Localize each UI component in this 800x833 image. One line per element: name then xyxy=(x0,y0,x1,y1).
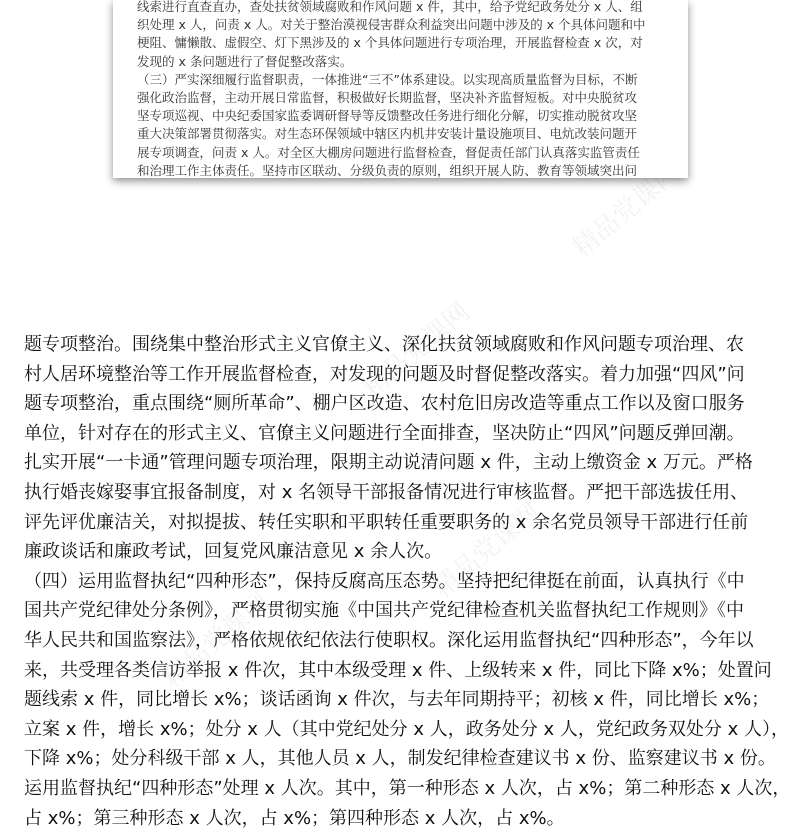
watermark: 精品党课网 xyxy=(567,157,687,264)
body-text-line: 占 x%；第三种形态 x 人次，占 x%；第四种形态 x 人次，占 x%。 xyxy=(24,807,565,829)
document-preview-card xyxy=(113,0,688,178)
body-text-line: 题专项整治，重点围绕“厕所革命”、棚户区改造、农村危旧房改造等重点工作以及窗口服务 xyxy=(24,393,745,415)
body-text-line: 立案 x 件，增长 x%；处分 x 人（其中党纪处分 x 人，政务处分 x 人，党纪政务双处分 x 人）， xyxy=(24,718,789,740)
body-text-line: 执行婚丧嫁娶事宜报备制度，对 x 名领导干部报备情况进行审核监督。严把干部选拔任用、 xyxy=(24,482,749,503)
body-text-line: 题专项整治。围绕集中整治形式主义官僚主义、深化扶贫领域腐败和作风问题专项治理、农 xyxy=(24,334,744,355)
preview-text-line: 梗阻、慵懒散、虚假空、灯下黑涉及的 x 个具体问题进行专项治理，开展监督检查 x 次，对 xyxy=(137,35,643,51)
body-text-line: （四）运用监督执纪“四种形态”，保持反腐高压态势。坚持把纪律挺在前面，认真执行《中 xyxy=(24,570,745,592)
watermark: 精品党课网 xyxy=(427,497,547,604)
preview-text-line: 织处理 x 人，问责 x 人。对关于整治漠视侵害群众利益突出问题中涉及的 x 个具体问题和中 xyxy=(137,17,646,33)
preview-text-line: 和治理工作主体责任。坚持市区联动、分级负责的原则，组织开展人防、教育等领域突出问 xyxy=(137,162,638,178)
preview-text-line: 线索进行直查直办，查处扶贫领域腐败和作风问题 x 件，其中，给予党纪政务处分 x 人、组 xyxy=(137,0,643,14)
watermark: 精品党课网 xyxy=(157,587,277,694)
body-text-line: 题线索 x 件，同比增长 x%；谈话函询 x 件次，与去年同期持平；初核 x 件，同比增长 x%； xyxy=(24,689,770,711)
body-text-line: 下降 x%；处分科级干部 x 人，其他人员 x 人，制发纪律检查建议书 x 份、监察建议书 x 份。 xyxy=(24,748,776,770)
body-text-line: 华人民共和国监察法》，严格依规依纪依法行使职权。深化运用监督执纪“四种形态”，今年以 xyxy=(24,630,754,651)
body-text-line: 国共产党纪律处分条例》，严格贯彻实施《中国共产党纪律检查机关监督执纪工作规则》《中 xyxy=(24,600,744,622)
body-text-line: 单位，针对存在的形式主义、官僚主义问题进行全面排查，坚决防止“四风”问题反弹回潮。 xyxy=(24,422,745,444)
body-text-line: 运用监督执纪“四种形态”处理 x 人次。其中，第一种形态 x 人次，占 x%；第二种形态 x 人次， xyxy=(24,778,791,799)
preview-text-line: 强化政治监督，主动开展日常监督，积极做好长期监督，坚决补齐监督短板。对中央脱贫攻 xyxy=(137,90,638,105)
body-text-line: 评先评优廉洁关，对拟提拔、转任实职和平职转任重要职务的 x 余名党员领导干部进行任前 xyxy=(24,511,749,533)
watermark: 精品党课网 xyxy=(357,297,477,404)
body-text-line: 扎实开展“一卡通”管理问题专项治理，限期主动说清问题 x 件，主动上缴资金 x 万元。严格 xyxy=(24,452,753,474)
preview-text-line: 展专项调查，问责 x 人。对全区大棚房问题进行监督检查，督促责任部门认真落实监管责任 xyxy=(137,144,640,160)
preview-text-line: （三）严实深细履行监督职责，一体推进“三不”体系建设。以实现高质量监督为目标，不断 xyxy=(137,71,638,87)
body-text-line: 村人居环境整治等工作开展监督检查，对发现的问题及时督促整改落实。着力加强“四风”问 xyxy=(24,363,745,385)
body-text-line: 廉政谈话和廉政考试，回复党风廉洁意见 x 余人次。 xyxy=(24,541,443,563)
preview-text-line: 发现的 x 条问题进行了督促整改落实。 xyxy=(137,53,353,69)
preview-text-line: 坚专项巡视、中央纪委国家监委调研督导等反馈整改任务进行细化分解，切实推动脱贫攻坚 xyxy=(137,108,638,124)
body-text-line: 来，共受理各类信访举报 x 件次，其中本级受理 x 件、上级转来 x 件，同比下降 x%；处置问 xyxy=(24,659,772,681)
preview-text-line: 重大决策部署贯彻落实。对生态环保领域中辖区内机井安装计量设施项目、电炕改装问题开 xyxy=(137,126,638,142)
